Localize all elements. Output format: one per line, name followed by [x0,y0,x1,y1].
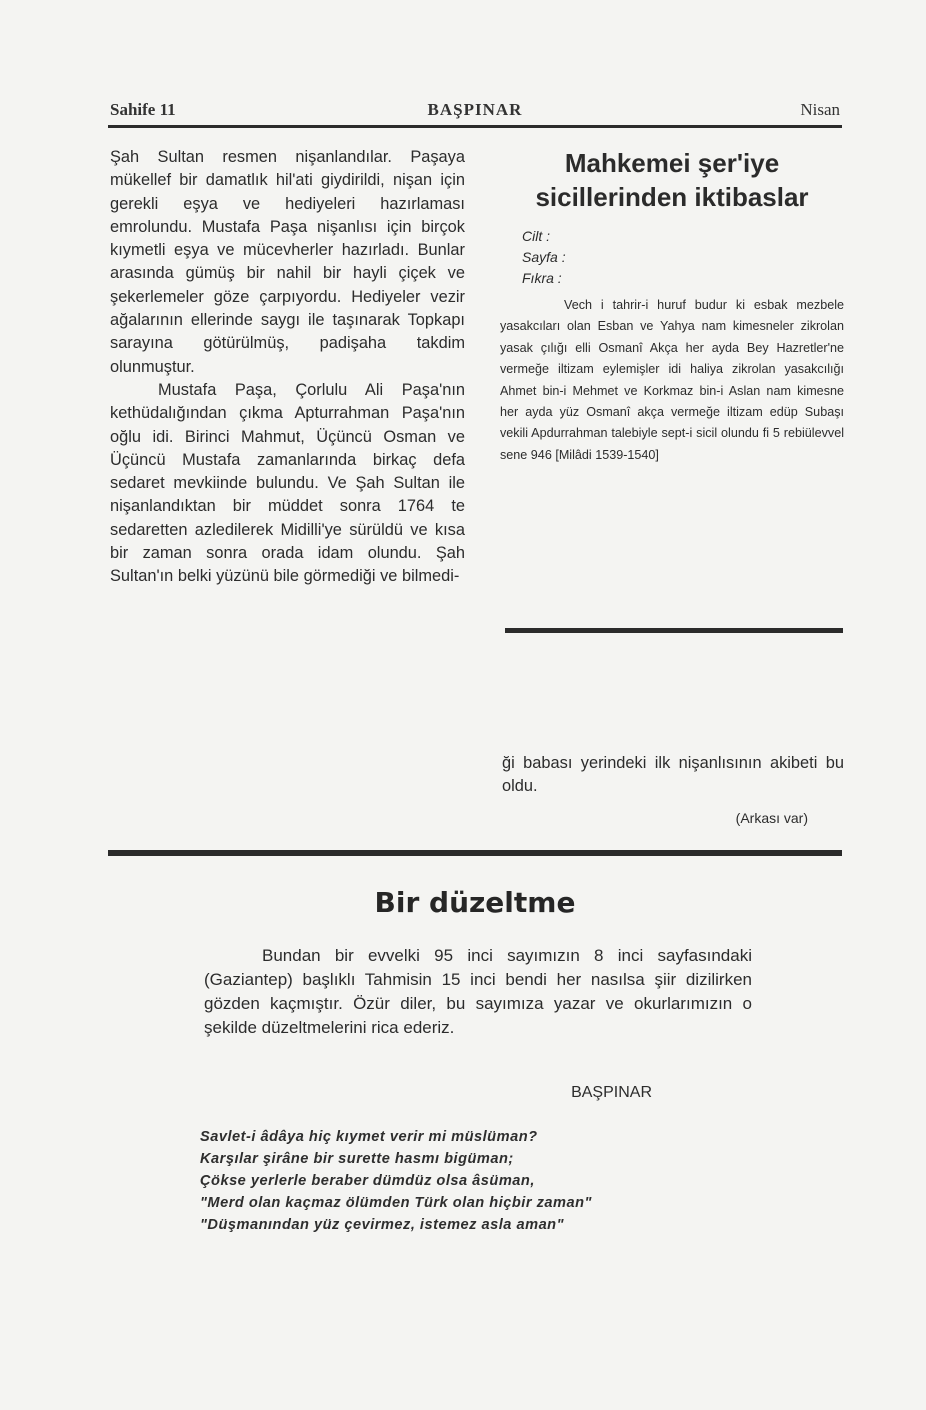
continuation-text: ği babası yerindeki ilk nişanlısının akibeti bu oldu. [502,754,844,796]
record-divider [505,628,843,633]
poem-line: Savlet-i âdâya hiç kıymet verir mi müslüman? [200,1129,538,1145]
header-rule [108,125,842,128]
correction-title: Bir düzeltme [374,886,576,919]
record-title: Mahkemei şer'iye sicillerinden iktibaslar [535,148,809,212]
record-fields [500,226,844,289]
poem-line: Çökse yerlerle beraber dümdüz olsa âsüman, [200,1173,535,1189]
field-fikra: Fıkra : [522,270,562,286]
poem-stanza [200,1126,760,1236]
poem-line: Karşılar şirâne bir surette hasmı bigüman; [200,1151,514,1167]
issue-month: Nisan [800,100,840,119]
field-sayfa: Sayfa : [522,249,566,265]
right-column-record [500,146,844,466]
article-paragraph: Şah Sultan resmen nişanlandılar. Paşaya mükellef bir damatlık hil'ati giydirildi, nişan için gerekli eşya ve hediyeleri hazırlaması emrolundu. Mustafa Paşa nişanlısı için birçok kıymetli eşya ve mücevherler hazırladı. Bunlar arasında gümüş bir nahil bir hayli çiçek ve şekerlemeler göze çarpıyordu. Hediyeler vezir ağalarının ellerinde saygı ile taşınarak Topkapı sarayına götürülmüş, padişaha takdim olunmuştur. [110,148,465,376]
left-column-article [110,146,465,589]
page-number: Sahife 11 [110,100,176,119]
page-header [110,100,840,126]
article-continuation [502,752,844,830]
continued-note: (Arkası var) [735,809,808,826]
journal-name: BAŞPINAR [427,100,523,119]
section-divider [108,850,842,856]
poem-line: "Düşmanından yüz çevirmez, istemez asla aman" [200,1217,565,1233]
correction-text: Bundan bir evvelki 95 inci sayımızın 8 inci sayfasındaki (Gaziantep) başlıklı Tahmisin 15 inci bendi her nasılsa şiir dizilirken gözden kaçmıştır. Özür diler, bu sayımıza yazar ve okurlarımızın o şekilde düzeltmelerini rica ederiz. [204,946,752,1037]
correction-body [204,944,752,1040]
correction-signature: BAŞPINAR [571,1084,652,1101]
record-text: Vech i tahrir-i huruf budur ki esbak mezbele yasakcıları olan Esban ve Yahya nam kimesneler zikrolan yasak çılığı elli Osmanî Akça her ayda Bey Hazretler'ne vermeğe iltizam eylemişler idi haliya zikrolan yasakcılığı Ahmet bin-i Mehmet ve Korkmaz bin-i Aslan nam kimesne her ayda yüz Osmanî akça vermeğe iltizam edüp Subaşı vekili Apdurrahman talebiyle sept-i sicil olundu fi 5 rebiülevvel sene 946 [Milâdi 1539-1540] [500,298,844,462]
article-paragraph: Mustafa Paşa, Çorlulu Ali Paşa'nın kethüdalığından çıkma Apturrahman Paşa'nın oğlu idi. Birinci Mahmut, Üçüncü Osman ve Üçüncü Mustafa zamanlarında birkaç defa sedaret mevkiinde bulundu. Ve Şah Sultan ile nişanlandıktan bir müddet sonra 1764 te sedaretten azledilerek Midilli'ye sürüldü ve kısa bir zaman sonra orada idam olundu. Şah Sultan'ın belki yüzünü bile görmediği ve bilmedi- [110,380,465,586]
field-cilt: Cilt : [522,228,550,244]
poem-line: "Merd olan kaçmaz ölümden Türk olan hiçbir zaman" [200,1195,592,1211]
